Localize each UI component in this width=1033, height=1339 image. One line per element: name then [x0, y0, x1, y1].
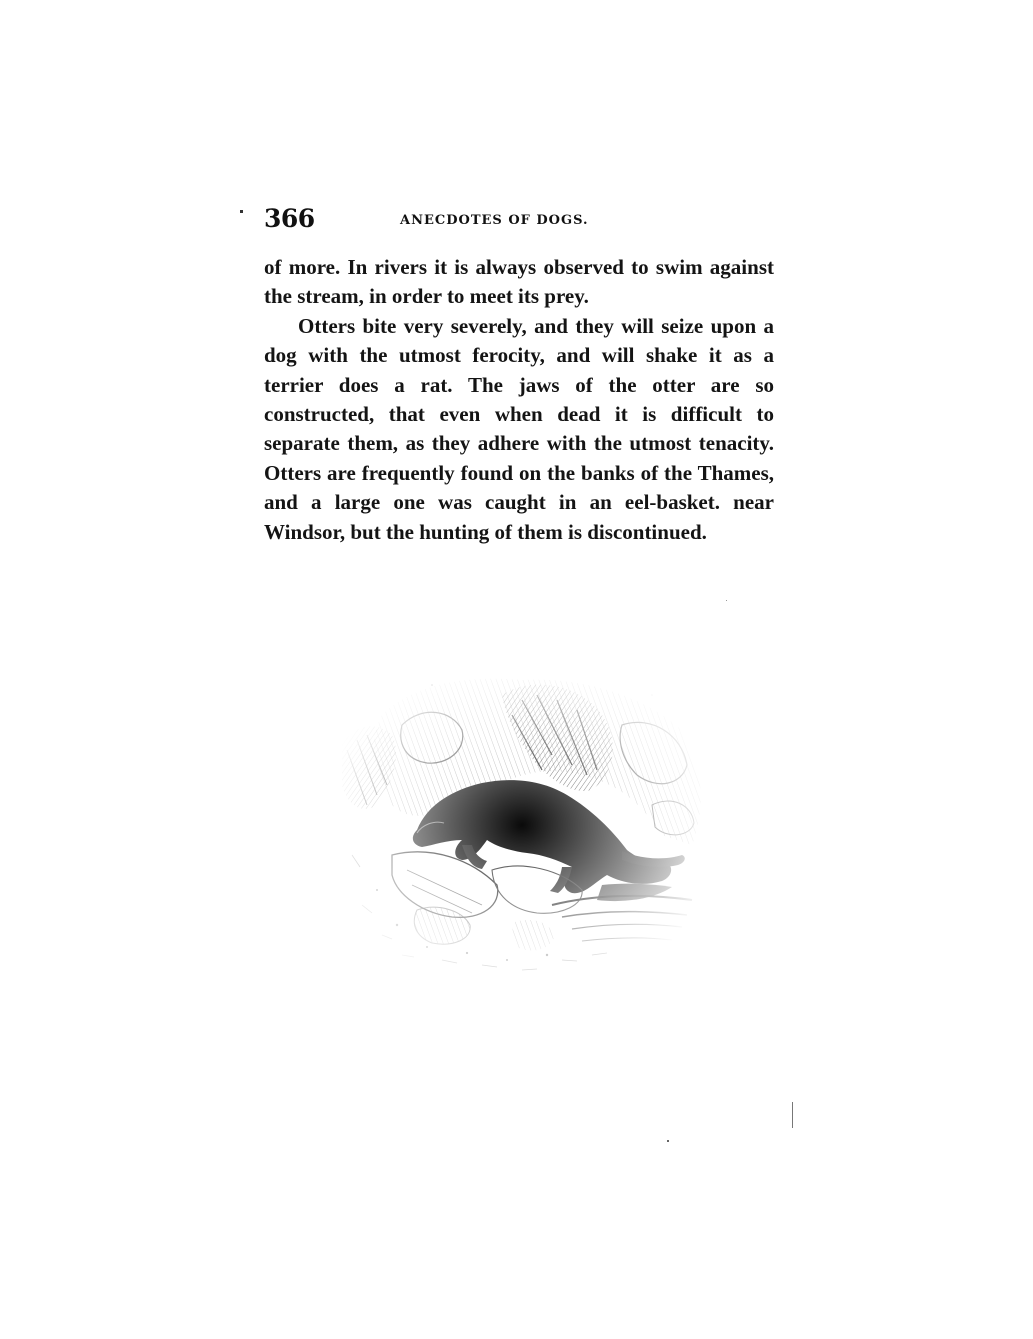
page-header [264, 204, 774, 236]
body-text [264, 253, 774, 547]
otter-engraving-icon [322, 655, 722, 995]
page-speck [667, 1140, 669, 1142]
paragraph-2: Otters bite very severely, and they will seize upon a dog with the utmost ferocity, and will shake it as a terrier does a rat. The jaws of the otter are so constructed, that even when dead it is difficult to separate them, as they adhere with the utmost tenacity. Otters are frequently found on the banks of the Thames, and a large one was caught in an eel-basket. near Windsor, but the hunting of them is discontinued. [264, 313, 774, 544]
paragraph-1: of more. In rivers it is always observed to swim against the stream, in order to meet its prey. [264, 255, 774, 309]
page-speck [726, 600, 727, 601]
page-speck [792, 1102, 793, 1128]
running-head: ANECDOTES OF DOGS. [400, 213, 589, 228]
page-number: 366 [264, 204, 315, 233]
page-speck [240, 210, 243, 213]
